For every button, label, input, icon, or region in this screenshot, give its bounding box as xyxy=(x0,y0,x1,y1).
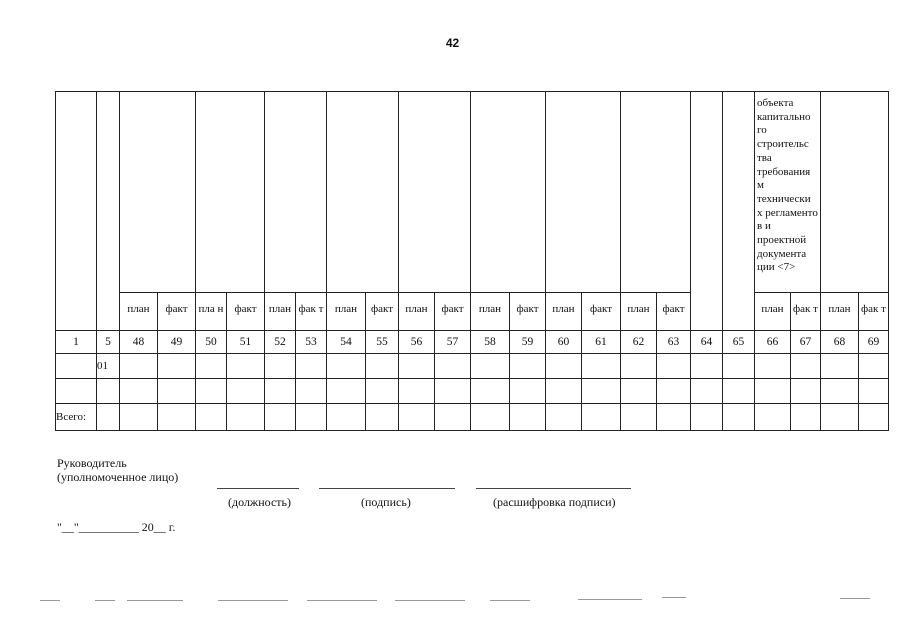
column-number: 56 xyxy=(399,331,435,354)
row-code-cell[interactable]: 01 xyxy=(97,354,120,379)
table-cell[interactable] xyxy=(510,354,546,379)
table-cell[interactable] xyxy=(510,404,546,431)
table-cell[interactable] xyxy=(56,379,97,404)
header-cell-group xyxy=(821,92,889,293)
table-cell[interactable] xyxy=(791,354,821,379)
header-cell-col-5 xyxy=(97,92,120,331)
scan-artifact xyxy=(218,600,288,601)
subheader-cell: план xyxy=(821,293,859,331)
page-number: 42 xyxy=(445,36,460,50)
column-number: 52 xyxy=(265,331,296,354)
table-cell[interactable] xyxy=(582,354,621,379)
header-cell-group xyxy=(471,92,546,293)
subheader-cell: план xyxy=(755,293,791,331)
subheader-cell: фак т xyxy=(296,293,327,331)
table-cell[interactable] xyxy=(265,354,296,379)
subheader-cell: план xyxy=(265,293,296,331)
table-cell[interactable] xyxy=(435,379,471,404)
subheader-cell: факт xyxy=(158,293,196,331)
table-cell[interactable] xyxy=(657,379,691,404)
table-cell[interactable] xyxy=(227,404,265,431)
scan-artifact xyxy=(395,600,465,601)
decoding-label: (расшифровка подписи) xyxy=(493,495,616,509)
column-number: 64 xyxy=(691,331,723,354)
decoding-line[interactable] xyxy=(476,488,631,489)
table-cell[interactable] xyxy=(97,379,120,404)
table-cell[interactable] xyxy=(723,379,755,404)
table-cell[interactable] xyxy=(327,379,366,404)
header-cell-group xyxy=(546,92,621,293)
table-cell[interactable] xyxy=(399,379,435,404)
table-cell[interactable] xyxy=(327,354,366,379)
table-cell[interactable] xyxy=(657,354,691,379)
subheader-cell: факт xyxy=(435,293,471,331)
column-number: 61 xyxy=(582,331,621,354)
column-number: 69 xyxy=(859,331,889,354)
table-cell[interactable] xyxy=(691,404,723,431)
table-cell[interactable] xyxy=(821,379,859,404)
table-cell[interactable] xyxy=(97,404,120,431)
subheader-cell: фак т xyxy=(859,293,889,331)
scan-artifact xyxy=(95,600,115,601)
scan-artifact xyxy=(490,600,530,601)
table-cell[interactable] xyxy=(399,404,435,431)
table-cell[interactable] xyxy=(691,379,723,404)
header-row xyxy=(56,92,889,293)
scan-artifact xyxy=(662,597,686,598)
table-cell[interactable] xyxy=(471,354,510,379)
header-cell-group xyxy=(196,92,265,293)
column-number: 55 xyxy=(366,331,399,354)
table-cell[interactable] xyxy=(546,379,582,404)
report-table xyxy=(55,91,889,431)
subheader-cell: факт xyxy=(227,293,265,331)
table-cell[interactable] xyxy=(158,404,196,431)
table-row xyxy=(56,379,889,404)
table-cell[interactable] xyxy=(621,354,657,379)
subheader-cell: план xyxy=(546,293,582,331)
column-number: 49 xyxy=(158,331,196,354)
date-line: "__"__________ 20__ г. xyxy=(57,520,176,534)
table-cell[interactable] xyxy=(56,354,97,379)
column-number: 65 xyxy=(723,331,755,354)
table-cell[interactable] xyxy=(196,379,227,404)
table-cell[interactable] xyxy=(227,354,265,379)
column-number: 67 xyxy=(791,331,821,354)
table-cell[interactable] xyxy=(755,404,791,431)
table-cell[interactable] xyxy=(821,404,859,431)
table-cell[interactable] xyxy=(120,379,158,404)
header-cell-col-1 xyxy=(56,92,97,331)
table-cell[interactable] xyxy=(723,404,755,431)
table-cell[interactable] xyxy=(296,354,327,379)
column-number: 48 xyxy=(120,331,158,354)
table-cell[interactable] xyxy=(657,404,691,431)
subheader-cell: факт xyxy=(510,293,546,331)
total-row xyxy=(56,404,889,431)
table-cell[interactable] xyxy=(296,379,327,404)
table-cell[interactable] xyxy=(120,354,158,379)
table-cell[interactable] xyxy=(227,379,265,404)
table-cell[interactable] xyxy=(546,354,582,379)
subheader-cell: факт xyxy=(366,293,399,331)
subheader-cell: пла н xyxy=(196,293,227,331)
header-cell-col-64 xyxy=(691,92,723,331)
table-cell[interactable] xyxy=(366,379,399,404)
head-subtitle: (уполномоченное лицо) xyxy=(57,470,179,484)
column-number: 5 xyxy=(97,331,120,354)
column-number: 51 xyxy=(227,331,265,354)
table-cell[interactable] xyxy=(196,404,227,431)
table-cell[interactable] xyxy=(755,379,791,404)
table-cell[interactable] xyxy=(691,354,723,379)
header-cell-group xyxy=(120,92,196,293)
column-number-row xyxy=(56,331,889,354)
table-cell[interactable] xyxy=(296,404,327,431)
column-number: 50 xyxy=(196,331,227,354)
column-number: 60 xyxy=(546,331,582,354)
table-row xyxy=(56,354,889,379)
header-cell-group xyxy=(265,92,327,293)
table-cell[interactable] xyxy=(859,379,889,404)
table-cell[interactable] xyxy=(196,354,227,379)
column-number: 66 xyxy=(755,331,791,354)
table-cell[interactable] xyxy=(723,354,755,379)
table-cell[interactable] xyxy=(471,404,510,431)
subheader-cell: план xyxy=(327,293,366,331)
signature-line[interactable] xyxy=(319,488,455,489)
head-title: Руководитель xyxy=(57,456,127,470)
column-number: 54 xyxy=(327,331,366,354)
table-cell[interactable] xyxy=(791,379,821,404)
subheader-row xyxy=(56,293,889,331)
table-cell[interactable] xyxy=(510,379,546,404)
table-cell[interactable] xyxy=(366,354,399,379)
table-cell[interactable] xyxy=(582,404,621,431)
position-line[interactable] xyxy=(217,488,299,489)
header-cell-capital-construction xyxy=(755,92,821,293)
table-cell[interactable] xyxy=(621,404,657,431)
table-cell[interactable] xyxy=(791,404,821,431)
column-number: 59 xyxy=(510,331,546,354)
header-capital-construction-text: объекта капитально го строительс тва требования м технически х регламенто в и проектной документа ции <7> xyxy=(757,97,818,274)
table-cell[interactable] xyxy=(265,379,296,404)
position-label: (должность) xyxy=(228,495,291,509)
table-cell[interactable] xyxy=(859,354,889,379)
subheader-cell: план xyxy=(120,293,158,331)
table-cell[interactable] xyxy=(158,354,196,379)
scan-artifact xyxy=(307,600,377,601)
table-cell[interactable] xyxy=(327,404,366,431)
header-cell-group xyxy=(621,92,691,293)
table-cell[interactable] xyxy=(366,404,399,431)
table-cell[interactable] xyxy=(435,404,471,431)
table-cell[interactable] xyxy=(399,354,435,379)
table-cell[interactable] xyxy=(435,354,471,379)
subheader-cell: фак т xyxy=(791,293,821,331)
scan-artifact xyxy=(127,600,183,601)
table-cell[interactable] xyxy=(582,379,621,404)
column-number: 62 xyxy=(621,331,657,354)
table-cell[interactable] xyxy=(471,379,510,404)
scan-artifact xyxy=(840,598,870,599)
table-cell[interactable] xyxy=(859,404,889,431)
header-cell-col-65 xyxy=(723,92,755,331)
table-cell[interactable] xyxy=(546,404,582,431)
table-cell[interactable] xyxy=(621,379,657,404)
column-number: 68 xyxy=(821,331,859,354)
column-number: 58 xyxy=(471,331,510,354)
scan-artifact xyxy=(578,599,642,600)
total-label: Всего: xyxy=(56,404,97,431)
table-cell[interactable] xyxy=(158,379,196,404)
signature-label: (подпись) xyxy=(361,495,411,509)
header-cell-group xyxy=(399,92,471,293)
table-cell[interactable] xyxy=(821,354,859,379)
table-cell[interactable] xyxy=(265,404,296,431)
table-cell[interactable] xyxy=(120,404,158,431)
subheader-cell: план xyxy=(621,293,657,331)
column-number: 1 xyxy=(56,331,97,354)
header-cell-group xyxy=(327,92,399,293)
scan-artifact xyxy=(40,600,60,601)
subheader-cell: факт xyxy=(657,293,691,331)
table-cell[interactable] xyxy=(755,354,791,379)
column-number: 63 xyxy=(657,331,691,354)
column-number: 53 xyxy=(296,331,327,354)
subheader-cell: план xyxy=(471,293,510,331)
subheader-cell: факт xyxy=(582,293,621,331)
column-number: 57 xyxy=(435,331,471,354)
subheader-cell: план xyxy=(399,293,435,331)
